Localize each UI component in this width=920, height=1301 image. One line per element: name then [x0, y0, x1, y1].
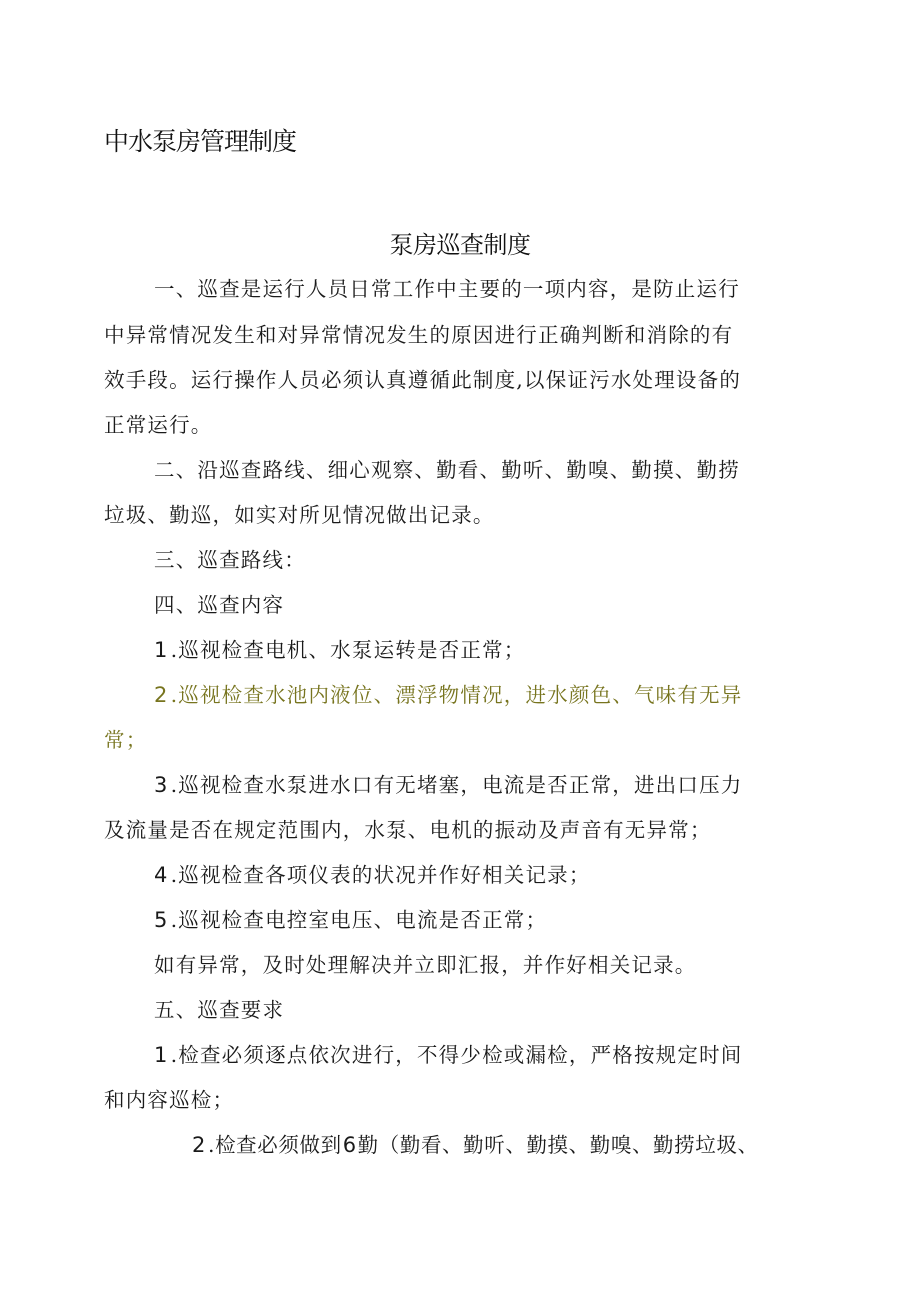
paragraph-1-line-4: 正常运行。	[104, 413, 213, 437]
item-number: 1	[154, 638, 169, 662]
item-text: .巡视检查各项仪表的状况并作好相关记录；	[170, 863, 591, 887]
requirement-2-line-1	[192, 1131, 759, 1159]
content-item-5	[154, 906, 547, 934]
six-count: 6	[342, 1133, 357, 1157]
requirement-1-line-1	[154, 1041, 742, 1069]
item-number: 1	[154, 1043, 169, 1067]
patrol-route-heading: 三、巡查路线：	[154, 548, 306, 572]
content-item-3-line-1	[154, 771, 742, 799]
item-text: .检查必须做到	[207, 1133, 342, 1157]
item-text: .巡视检查水池内液位、漂浮物情况，进水颜色、气味有无异	[170, 683, 743, 707]
patrol-content-heading: 四、巡查内容	[154, 593, 285, 617]
item-number: 2	[192, 1133, 206, 1157]
item-text: .巡视检查电机、水泵运转是否正常；	[170, 638, 526, 662]
item-number: 3	[154, 773, 169, 797]
section-title: 泵房巡查制度	[389, 231, 531, 259]
item-text: .检查必须逐点依次进行，不得少检或漏检，严格按规定时间	[170, 1043, 743, 1067]
content-item-2-line-1	[154, 681, 742, 709]
item-number: 2	[154, 683, 169, 707]
patrol-requirements-heading: 五、巡查要求	[154, 998, 285, 1022]
paragraph-2-line-1: 二、沿巡查路线、细心观察、勤看、勤听、勤嗅、勤摸、勤捞	[154, 458, 740, 482]
paragraph-1-line-1: 一、巡查是运行人员日常工作中主要的一项内容，是防止运行	[154, 277, 740, 301]
paragraph-1-line-3: 效手段。运行操作人员必须认真遵循此制度,以保证污水处理设备的	[104, 368, 742, 392]
paragraph-1-line-2: 中异常情况发生和对异常情况发生的原因进行正确判断和消除的有	[104, 323, 734, 347]
paragraph-2-line-2: 垃圾、勤巡，如实对所见情况做出记录。	[104, 503, 495, 527]
item-text-continued: 勤（勤看、勤听、勤摸、勤嗅、勤捞垃圾、	[357, 1133, 759, 1157]
item-text: .巡视检查电控室电压、电流是否正常；	[170, 908, 548, 932]
item-number: 5	[154, 908, 169, 932]
requirement-1-line-2: 和内容巡检；	[104, 1088, 235, 1112]
content-item-4	[154, 861, 591, 889]
item-number: 4	[154, 863, 169, 887]
content-item-2-line-2: 常；	[104, 728, 148, 752]
document-title: 中水泵房管理制度	[104, 127, 297, 156]
content-item-3-line-2: 及流量是否在规定范围内，水泵、电机的振动及声音有无异常；	[104, 818, 712, 842]
abnormal-handling-text: 如有异常，及时处理解决并立即汇报，并作好相关记录。	[154, 953, 697, 977]
content-item-1	[154, 636, 525, 664]
item-text: .巡视检查水泵进水口有无堵塞，电流是否正常，进出口压力	[170, 773, 743, 797]
